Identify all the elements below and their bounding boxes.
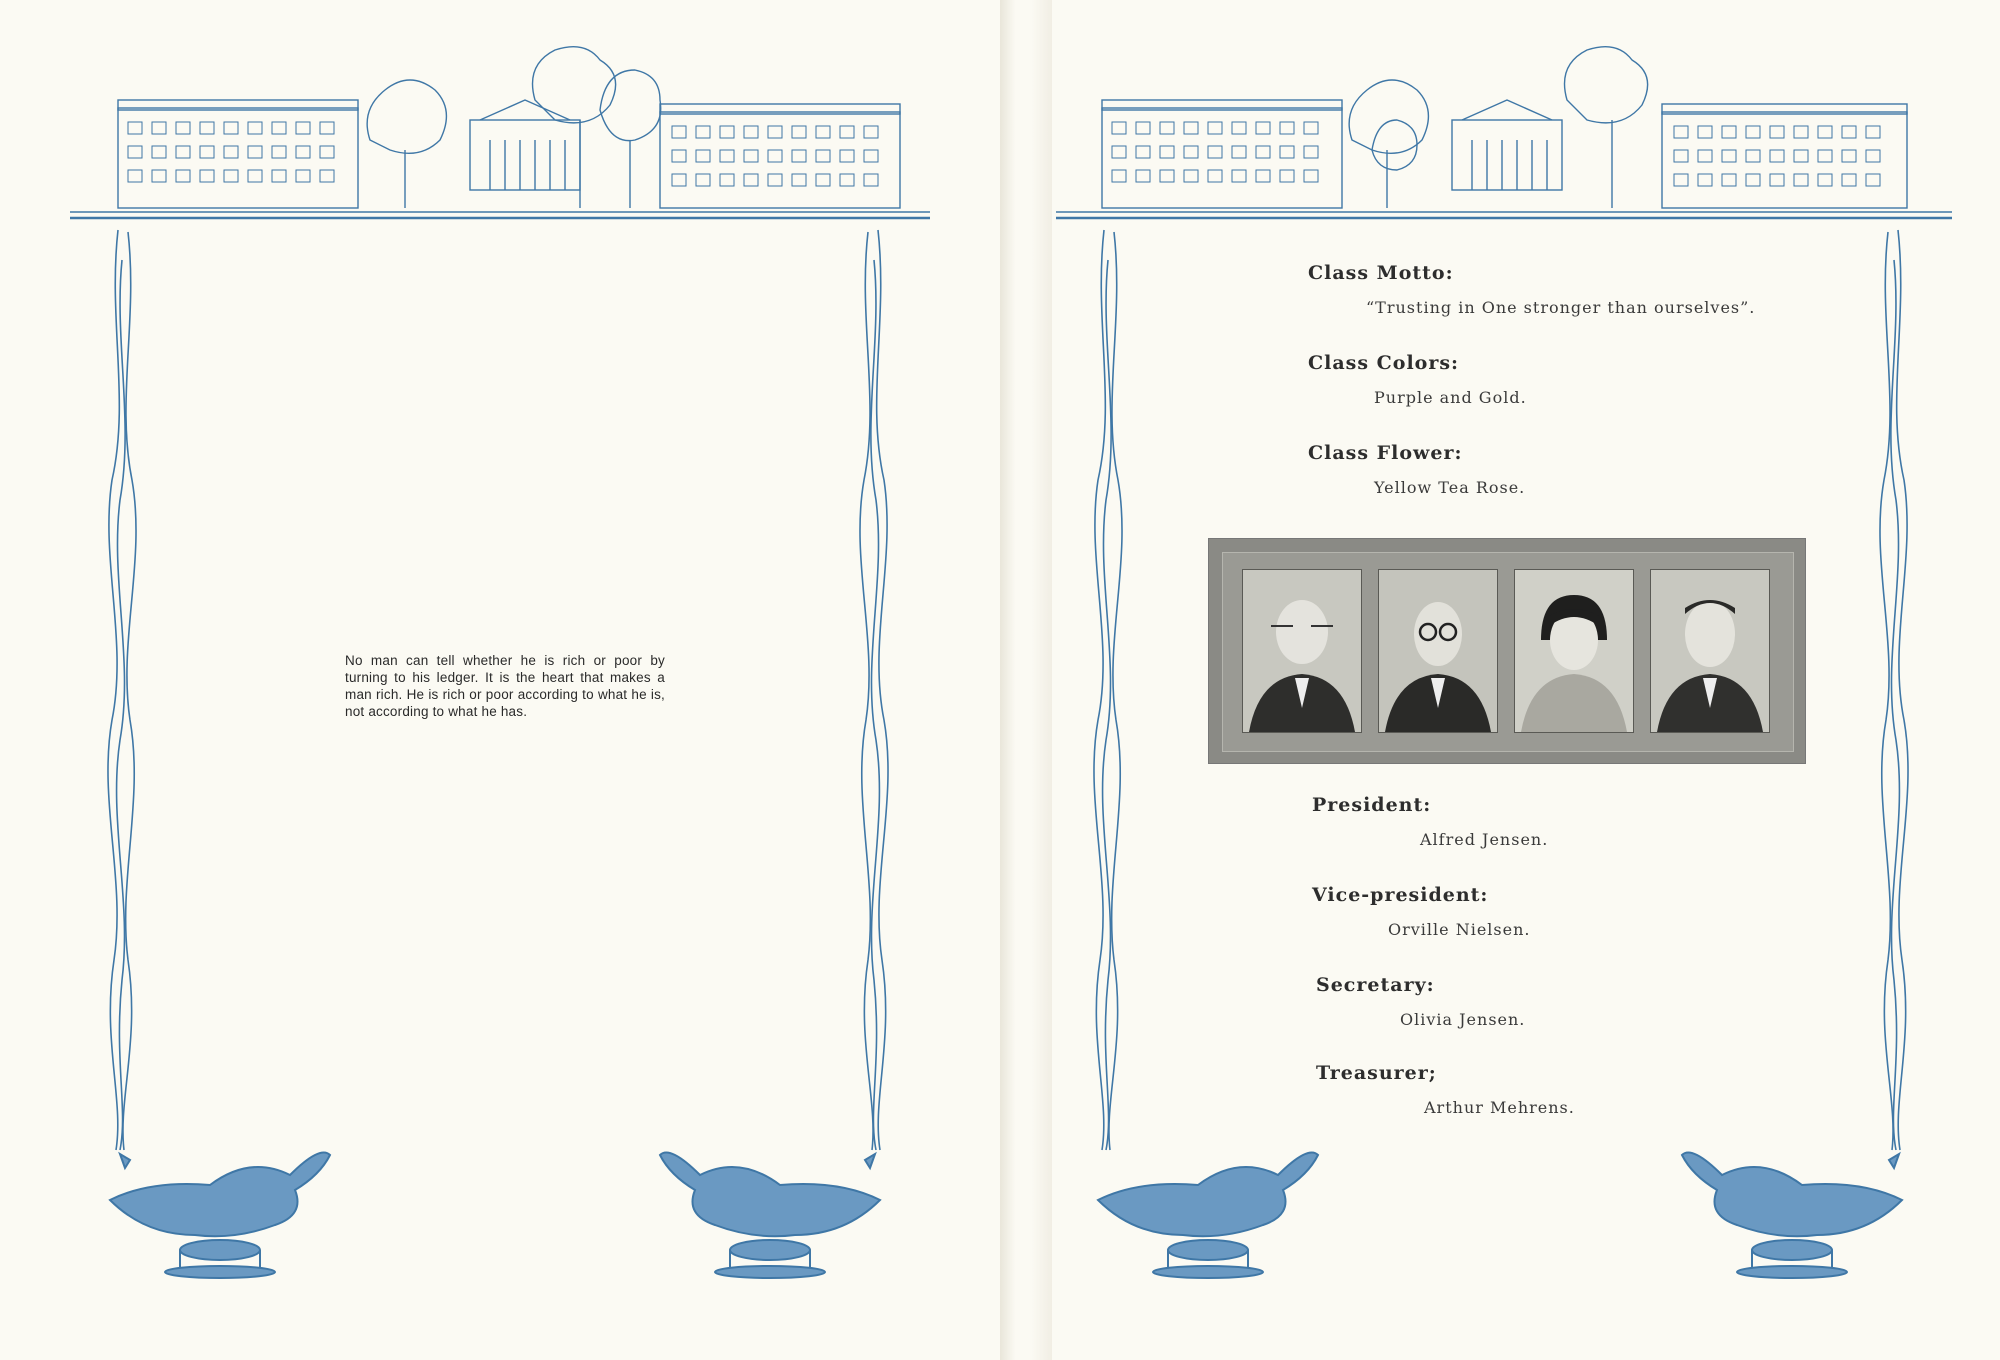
officer-name-treasurer: Arthur Mehrens. xyxy=(1424,1098,1575,1117)
class-flower-label: Class Flower: xyxy=(1308,442,1463,464)
oil-lamp-icon xyxy=(1098,1153,1318,1279)
portrait-photo xyxy=(1650,569,1770,733)
oil-lamp-icon xyxy=(660,1153,880,1279)
portrait-photo xyxy=(1514,569,1634,733)
oil-lamp-icon xyxy=(110,1153,330,1279)
vine-border xyxy=(1094,230,1122,1150)
officer-name-president: Alfred Jensen. xyxy=(1420,830,1549,849)
class-colors-label: Class Colors: xyxy=(1308,352,1460,374)
ledger-quote: No man can tell whether he is rich or poor by turning to his ledger. It is the heart that makes a man rich. He is rich or poor according to what he is, not according to what he has. xyxy=(345,653,665,719)
oil-lamp-icon xyxy=(1682,1153,1902,1279)
right-page xyxy=(1052,0,2000,1360)
vine-border xyxy=(108,230,136,1150)
officer-title-vice-president: Vice-president: xyxy=(1312,884,1489,906)
class-motto-value: “Trusting in One stronger than ourselves”. xyxy=(1366,298,1756,317)
class-colors-value: Purple and Gold. xyxy=(1374,388,1527,407)
officer-photo-mount xyxy=(1208,538,1806,764)
portrait-photo xyxy=(1242,569,1362,733)
officer-title-president: President: xyxy=(1312,794,1432,816)
officer-name-vice-president: Orville Nielsen. xyxy=(1388,920,1531,939)
officer-name-secretary: Olivia Jensen. xyxy=(1400,1010,1526,1029)
officer-title-secretary: Secretary: xyxy=(1316,974,1435,996)
vine-border xyxy=(860,230,888,1150)
campus-building-illustration xyxy=(1056,47,1952,218)
vine-border xyxy=(1880,230,1908,1150)
officer-title-treasurer: Treasurer; xyxy=(1316,1062,1437,1084)
portrait-photo xyxy=(1378,569,1498,733)
book-gutter xyxy=(1000,0,1052,1360)
class-flower-value: Yellow Tea Rose. xyxy=(1374,478,1526,497)
campus-building-illustration xyxy=(70,47,930,218)
class-motto-label: Class Motto: xyxy=(1308,262,1454,284)
